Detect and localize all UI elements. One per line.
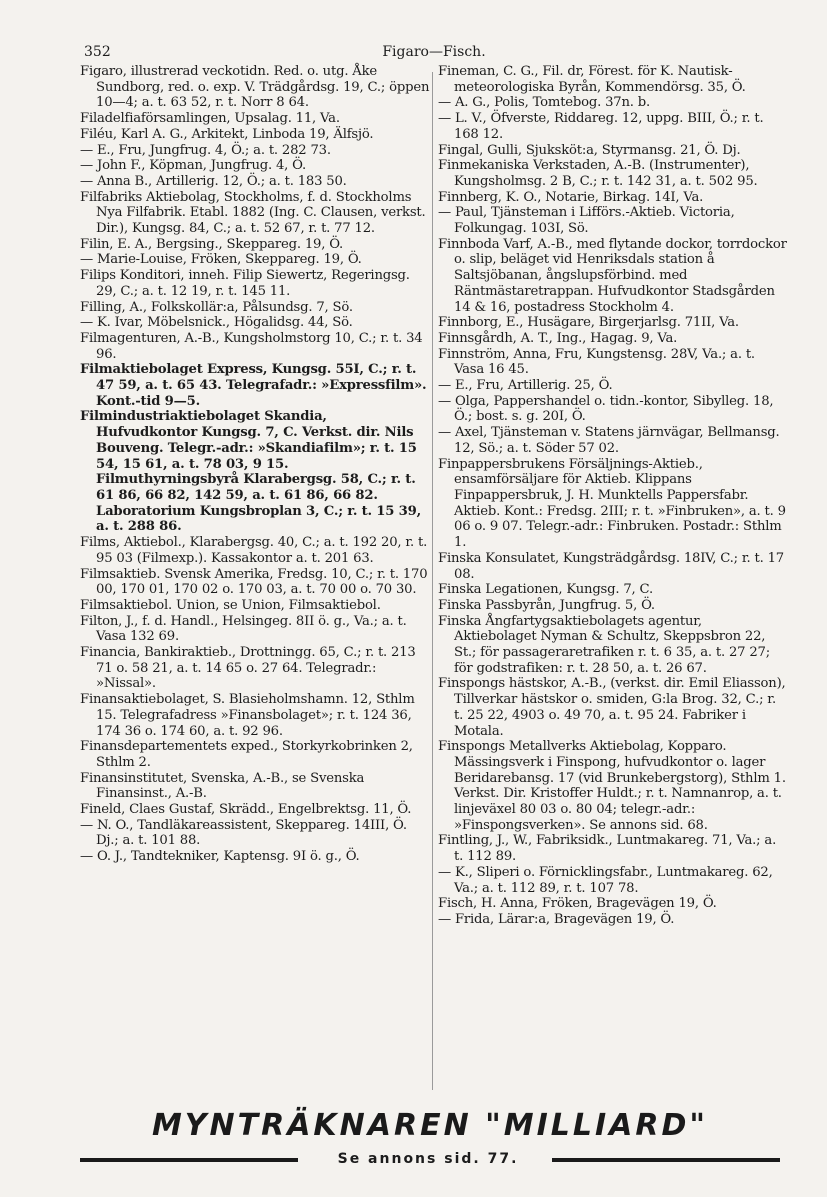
running-title: Figaro—Fisch. bbox=[382, 44, 486, 60]
directory-entry: Finansinstitutet, Svenska, A.-B., se Svenska Finansinst., A.-B. bbox=[80, 770, 365, 802]
directory-entry: Finska Passbyrån, Jungfrug. 5, Ö. bbox=[438, 597, 655, 613]
directory-entry: — O. J., Tandtekniker, Kaptensg. 9I ö. g., Ö. bbox=[80, 849, 360, 865]
directory-entry: Filton, J., f. d. Handl., Helsingeg. 8II ö. g., Va.; a. t. Vasa 132 69. bbox=[80, 613, 407, 645]
advert-bar-left bbox=[80, 1158, 298, 1162]
advert-bar-right bbox=[552, 1158, 780, 1162]
directory-entry: Filin, E. A., Bergsing., Skeppareg. 19, Ö. bbox=[80, 236, 344, 252]
directory-entry: Finpappersbrukens Försäljnings-Aktieb., ensamförsäljare för Aktieb. Klippans Finpappersbruk, J. H. Munktells Pappersfabr. Aktieb. Kont.: Fredsg. 2III; r. t. »Finbruken», a. t. 9 06 o. 9 07. Telegr.-adr.: Finbruken. Postadr.: Sthlm 1. bbox=[438, 456, 786, 551]
left-column bbox=[80, 64, 430, 865]
directory-entry: Filips Konditori, inneh. Filip Siewertz, Regeringsg. 29, C.; a. t. 12 19, r. t. 145 11. bbox=[80, 268, 410, 299]
advert-reference bbox=[80, 1151, 780, 1171]
directory-entry: — E., Fru, Artillerig. 25, Ö. bbox=[438, 378, 613, 394]
directory-entry: Finnsgårdh, A. T., Ing., Hagag. 9, Va. bbox=[438, 330, 678, 346]
directory-entry: Filmsaktieb. Svensk Amerika, Fredsg. 10, C.; r. t. 170 00, 170 01, 170 02 o. 170 03, a. t. 70 00 o. 70 30. bbox=[80, 566, 428, 598]
directory-entry: — Axel, Tjänsteman v. Statens järnvägar, Bellmansg. 12, Sö.; a. t. Söder 57 02. bbox=[438, 425, 780, 456]
directory-entry: — A. G., Polis, Tomtebog. 37n. b. bbox=[438, 95, 651, 111]
directory-entry-bold: Filmaktiebolaget Express, Kungsg. 55I, C.; r. t. 47 59, a. t. 65 43. Telegrafadr.: »Expressfilm». Kont.-tid 9—5. bbox=[80, 362, 427, 409]
directory-entry: Filadelfiaförsamlingen, Upsalag. 11, Va. bbox=[80, 111, 340, 127]
directory-entry: Filmsaktiebol. Union, se Union, Filmsaktiebol. bbox=[80, 597, 381, 613]
directory-entry: Finansaktiebolaget, S. Blasieholmshamn. 12, Sthlm 15. Telegrafadress »Finansbolaget»; r. t. 124 36, 174 36 o. 174 60, a. t. 92 96. bbox=[80, 692, 415, 739]
directory-entry: Filéu, Karl A. G., Arkitekt, Linboda 19, Älfsjö. bbox=[80, 126, 374, 142]
page-header bbox=[84, 44, 784, 64]
directory-entry: Filfabriks Aktiebolag, Stockholms, f. d. Stockholms Nya Filfabrik. Etabl. 1882 (Ing. C. Clausen, verkst. Dir.), Kungsg. 84, C.; a. t. 52 67, r. t. 77 12. bbox=[80, 189, 426, 237]
directory-entry: Finnboda Varf, A.-B., med flytande dockor, torrdockor o. slip, beläget vid Henriksdals station å Saltsjöbanan, ångslupsförbind. med Räntmästaretrappan. Hufvudkontor Stadsgården 14 & 16, postadress Stockholm 4. bbox=[438, 236, 787, 315]
directory-entry: — Anna B., Artillerig. 12, Ö.; a. t. 183 50. bbox=[80, 173, 347, 189]
directory-entry: Financia, Bankiraktieb., Drottningg. 65, C.; r. t. 213 71 o. 58 21, a. t. 14 65 o. 27 64. Telegradr.: »Nissal». bbox=[80, 645, 416, 692]
directory-entry: Fineld, Claes Gustaf, Skrädd., Engelbrektsg. 11, Ö. bbox=[80, 802, 412, 818]
directory-entry: Figaro, illustrerad veckotidn. Red. o. utg. Åke Sundborg, red. o. exp. V. Trädgårdsg. 19, C.; öppen 10—4; a. t. 63 52, r. t. Norr 8 64. bbox=[80, 64, 430, 111]
directory-entry: Finnström, Anna, Fru, Kungstensg. 28V, Va.; a. t. Vasa 16 45. bbox=[438, 346, 755, 378]
directory-entry: — L. V., Öfverste, Riddareg. 12, uppg. BIII, Ö.; r. t. 168 12. bbox=[438, 111, 764, 142]
directory-entry: Finnberg, K. O., Notarie, Birkag. 14I, Va. bbox=[438, 189, 704, 205]
directory-entry: Filling, A., Folkskollär:a, Pålsundsg. 7, Sö. bbox=[80, 299, 353, 315]
directory-entry: Fisch, H. Anna, Fröken, Bragevägen 19, Ö. bbox=[438, 896, 717, 912]
directory-entry: Finska Ångfartygsaktiebolagets agentur, Aktiebolaget Nyman & Schultz, Skeppsbron 22, St.; för passageraretrafiken r. t. 6 35, a. t. 27 27; för godstrafiken: r. t. 28 50, a. t. 26 67. bbox=[438, 613, 770, 676]
directory-entry: — Olga, Pappershandel o. tidn.-kontor, Sibylleg. 18, Ö.; bost. s. g. 20I, Ö. bbox=[438, 393, 774, 425]
right-column bbox=[438, 64, 788, 928]
directory-entry-bold: Filmindustriaktiebolaget Skandia, Hufvudkontor Kungsg. 7, C. Verkst. dir. Nils Bouveng. Telegr.-adr.: »Skandiafilm»; r. t. 15 54, 15 61, a. t. 78 03, 9 15. Filmuthyrningsbyrå Klarabergsg. 58, C.; r. t. 61 86, 66 82, 142 59, a. t. 61 86, 66 82. Laboratorium Kungsbroplan 3, C.; r. t. 15 39, a. t. 288 86. bbox=[80, 409, 421, 535]
directory-entry: — Marie-Louise, Fröken, Skeppareg. 19, Ö. bbox=[80, 252, 362, 268]
directory-entry: — Frida, Lärar:a, Bragevägen 19, Ö. bbox=[438, 911, 675, 927]
directory-entry: Finspongs Metallverks Aktiebolag, Kopparo. Mässingsverk i Finspong, hufvudkontor o. lager Beridarebansg. 17 (vid Brunkebergstorg), Sthlm 1. Verkst. Dir. Kristoffer Huldt.; r. t. Namnanrop, a. t. linjeväxel 80 03 o. 80 04; telegr.-adr.: »Finspongsverken». Se annons sid. 68. bbox=[438, 739, 786, 833]
directory-entry: Finska Legationen, Kungsg. 7, C. bbox=[438, 582, 653, 598]
directory-entry: — K., Sliperi o. Förnicklingsfabr., Luntmakareg. 62, Va.; a. t. 112 89, r. t. 107 78. bbox=[438, 864, 773, 896]
directory-entry: Finnborg, E., Husägare, Birgerjarlsg. 71II, Va. bbox=[438, 315, 739, 331]
directory-entry: Finspongs hästskor, A.-B., (verkst. dir. Emil Eliasson), Tillverkar hästskor o. smiden, G:la Brog. 32, C.; r. t. 25 22, 4903 o. 49 70, a. t. 95 24. Fabriker i Motala. bbox=[438, 676, 786, 739]
directory-entry: Finansdepartementets exped., Storkyrkobrinken 2, Sthlm 2. bbox=[80, 739, 413, 770]
advert-subline: Se annons sid. 77. bbox=[337, 1151, 519, 1167]
directory-entry: — John F., Köpman, Jungfrug. 4, Ö. bbox=[80, 158, 307, 174]
advert-headline: MYNTRÄKNAREN "MILLIARD" bbox=[151, 1108, 709, 1143]
column-divider bbox=[432, 72, 433, 1090]
directory-entry: Finmekaniska Verkstaden, A.-B. (Instrumenter), Kungsholmsg. 2 B, C.; r. t. 142 31, a. t. 502 95. bbox=[438, 158, 758, 189]
directory-entry: Fintling, J., W., Fabriksidk., Luntmakareg. 71, Va.; a. t. 112 89. bbox=[438, 833, 777, 865]
page-number: 352 bbox=[84, 44, 111, 60]
directory-entry: — E., Fru, Jungfrug. 4, Ö.; a. t. 282 73. bbox=[80, 142, 331, 158]
directory-entry: Filmagenturen, A.-B., Kungsholmstorg 10, C.; r. t. 34 96. bbox=[80, 330, 423, 362]
directory-entry: Finska Konsulatet, Kungsträdgårdsg. 18IV, C.; r. t. 17 08. bbox=[438, 550, 784, 582]
directory-entry: — N. O., Tandläkareassistent, Skeppareg. 14III, Ö. Dj.; a. t. 101 88. bbox=[80, 817, 407, 849]
directory-entry: — Paul, Tjänsteman i Lifförs.-Aktieb. Victoria, Folkungag. 103I, Sö. bbox=[438, 205, 735, 237]
directory-entry: Fingal, Gulli, Sjuksköt:a, Styrmansg. 21, Ö. Dj. bbox=[438, 142, 741, 158]
directory-entry: Films, Aktiebol., Klarabergsg. 40, C.; a. t. 192 20, r. t. 95 03 (Filmexp.). Kassakontor a. t. 201 63. bbox=[80, 535, 428, 566]
directory-entry: — K. Ivar, Möbelsnick., Högalidsg. 44, Sö. bbox=[80, 315, 353, 331]
directory-entry: Fineman, C. G., Fil. dr, Förest. för K. Nautisk-meteorologiska Byrån, Kommendörsg. 35, Ö. bbox=[438, 64, 746, 95]
